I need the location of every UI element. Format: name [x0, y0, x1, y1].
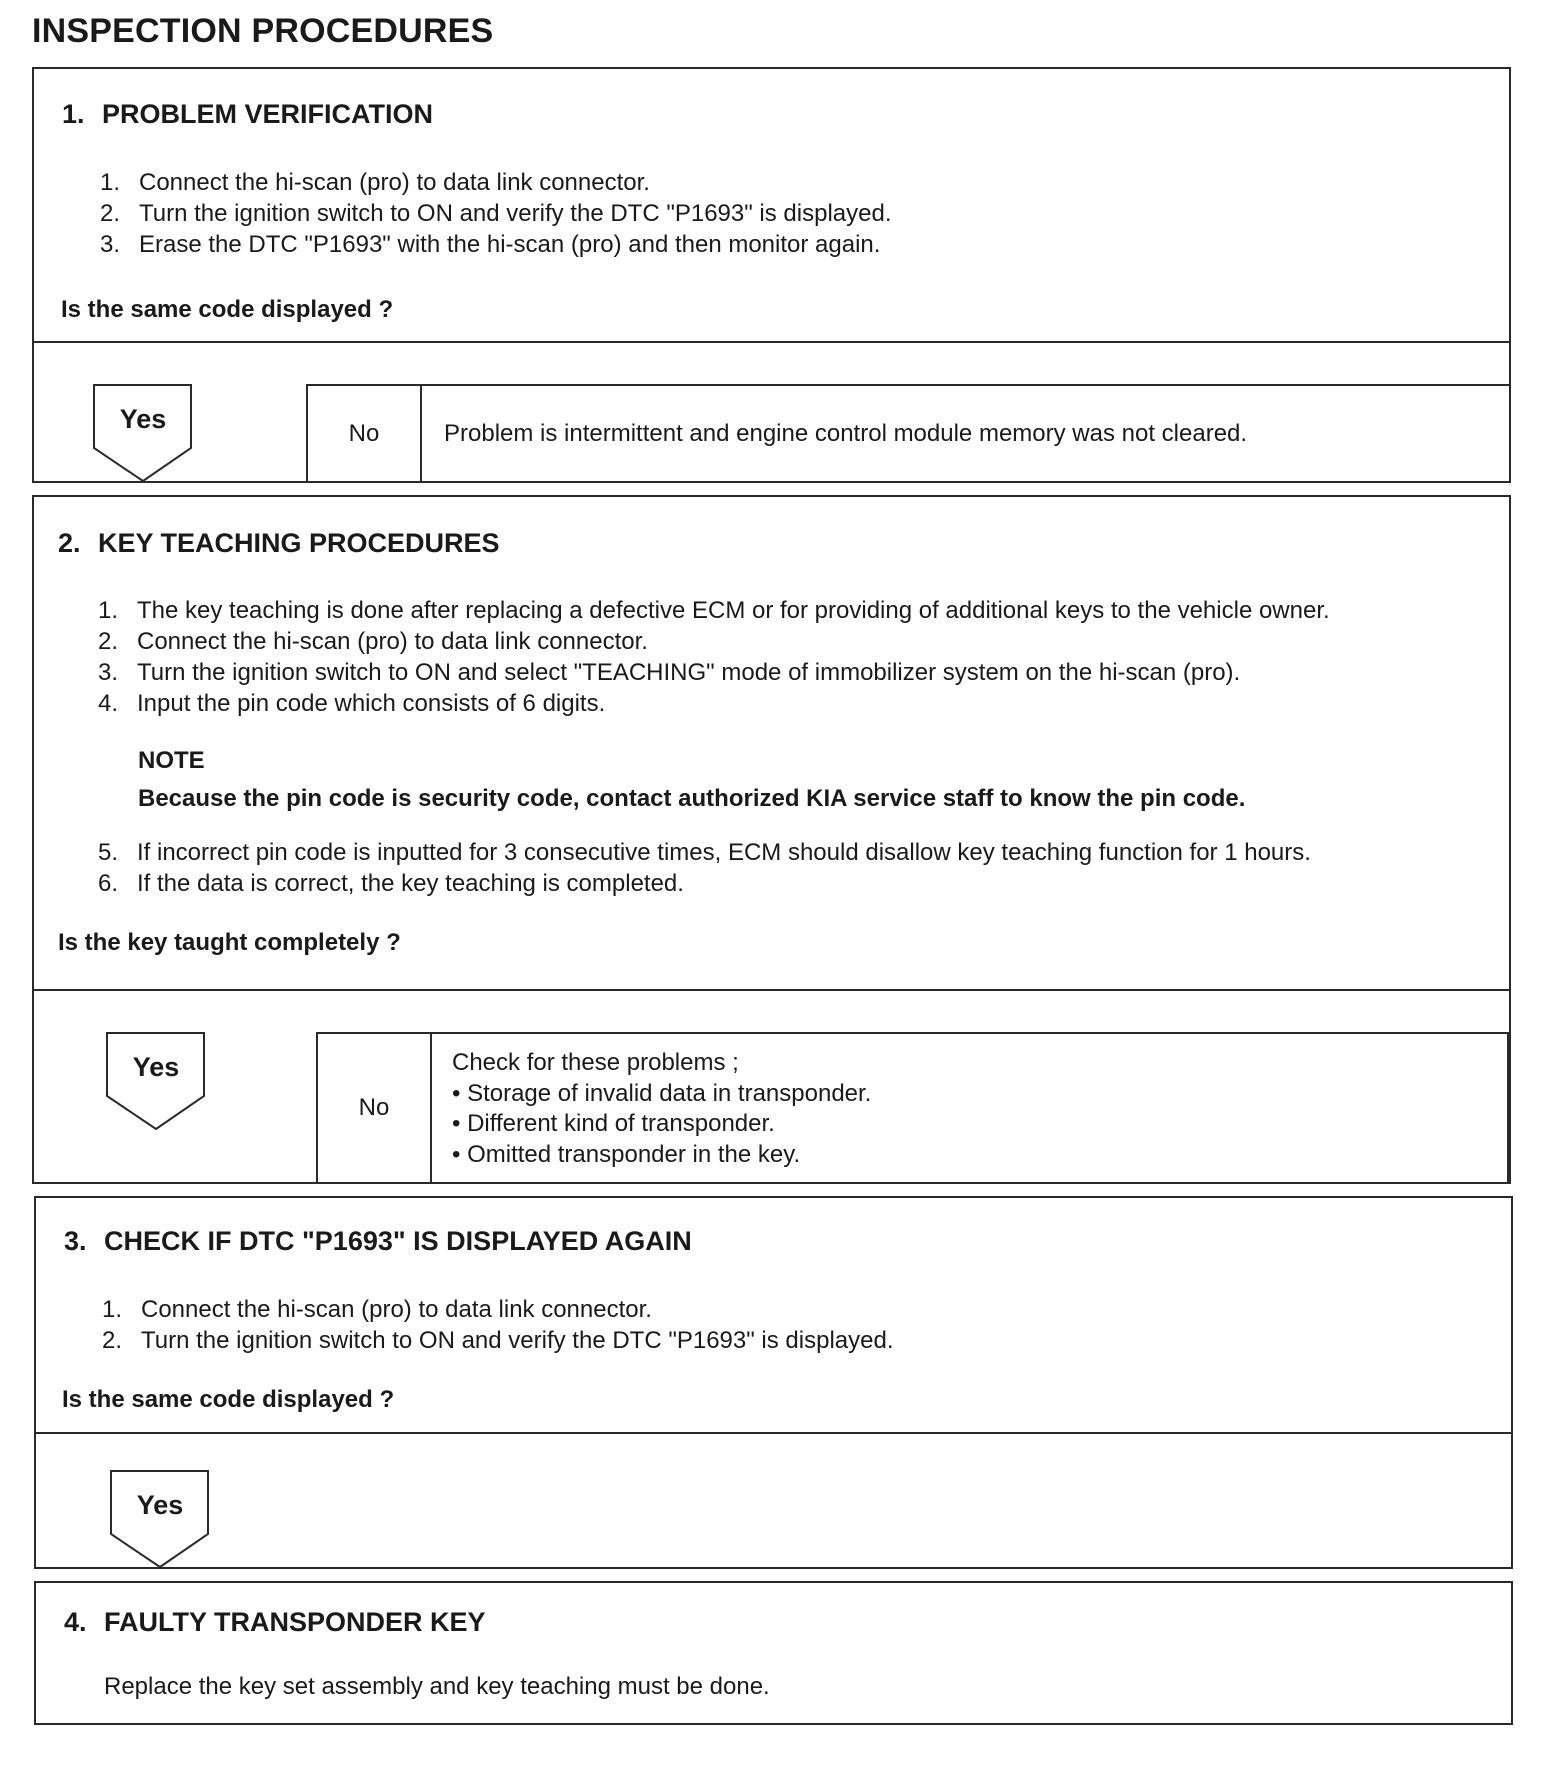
no-outcome-table [316, 1032, 1509, 1184]
yes-arrow [106, 1032, 206, 1132]
question-text: Is the same code displayed ? [61, 296, 394, 323]
section-key-teaching [32, 495, 1511, 1184]
divider [36, 1432, 1513, 1434]
list-item: • Storage of invalid data in transponder. [452, 1079, 872, 1107]
section-faulty-transponder-key [34, 1581, 1513, 1725]
step-list [100, 167, 892, 260]
section-number: 3. [64, 1226, 87, 1256]
note-text: Because the pin code is security code, contact authorized KIA service staff to know the pin code. [138, 785, 1246, 812]
list-item: 2. Turn the ignition switch to ON and verify the DTC "P1693" is displayed. [100, 200, 892, 227]
no-outcome-intro: Check for these problems ; [452, 1049, 739, 1076]
no-label: No [318, 1034, 432, 1182]
section-number: 4. [64, 1607, 87, 1637]
note-label: NOTE [138, 747, 205, 774]
list-item: 3. Turn the ignition switch to ON and select "TEACHING" mode of immobilizer system on the hi-scan (pro). [98, 659, 1241, 686]
step-list [98, 595, 1330, 719]
section-problem-verification [32, 67, 1511, 483]
section-heading [62, 99, 433, 130]
yes-label: Yes [136, 1490, 184, 1520]
yes-label: Yes [119, 404, 167, 434]
note-block [138, 742, 1245, 818]
divider [34, 989, 1511, 991]
list-item: 5. If incorrect pin code is inputted for 3 consecutive times, ECM should disallow key teaching function for 1 hours. [98, 839, 1311, 866]
no-outcome-text: Problem is intermittent and engine control module memory was not cleared. [444, 419, 1248, 447]
list-item: 2. Connect the hi-scan (pro) to data link connector. [98, 628, 648, 655]
section-body: Replace the key set assembly and key teaching must be done. [104, 1673, 770, 1700]
page-title: INSPECTION PROCEDURES [32, 12, 494, 50]
list-item: • Omitted transponder in the key. [452, 1140, 801, 1168]
step-list-continued [98, 837, 1311, 899]
yes-arrow [110, 1470, 210, 1570]
list-item: • Different kind of transponder. [452, 1110, 775, 1137]
list-item: 6. If the data is correct, the key teaching is completed. [98, 870, 684, 897]
section-check-dtc-again [34, 1196, 1513, 1569]
section-title: FAULTY TRANSPONDER KEY [104, 1607, 486, 1637]
section-title: CHECK IF DTC "P1693" IS DISPLAYED AGAIN [104, 1226, 692, 1256]
list-item: 2. Turn the ignition switch to ON and verify the DTC "P1693" is displayed. [102, 1327, 894, 1354]
question-text: Is the key taught completely ? [58, 929, 401, 956]
section-title: PROBLEM VERIFICATION [102, 99, 434, 129]
no-outcome-list [432, 1034, 1507, 1182]
section-title: KEY TEACHING PROCEDURES [98, 528, 500, 558]
divider [34, 341, 1511, 343]
section-heading [58, 528, 500, 559]
section-heading [64, 1226, 692, 1257]
section-heading [64, 1607, 486, 1638]
yes-label: Yes [132, 1052, 180, 1082]
list-item: 3. Erase the DTC "P1693" with the hi-scan (pro) and then monitor again. [100, 231, 881, 258]
list-item: 1. Connect the hi-scan (pro) to data link connector. [100, 169, 650, 196]
list-item: 1. The key teaching is done after replacing a defective ECM or for providing of additional keys to the vehicle owner. [98, 597, 1330, 624]
no-outcome-table [306, 384, 1511, 483]
list-item: 4. Input the pin code which consists of 6 digits. [98, 690, 606, 717]
list-item: 1. Connect the hi-scan (pro) to data link connector. [102, 1296, 652, 1323]
yes-arrow [93, 384, 193, 484]
no-label: No [308, 386, 422, 481]
section-number: 1. [62, 99, 85, 129]
section-number: 2. [58, 528, 81, 558]
question-text: Is the same code displayed ? [62, 1386, 395, 1413]
step-list [102, 1294, 894, 1356]
